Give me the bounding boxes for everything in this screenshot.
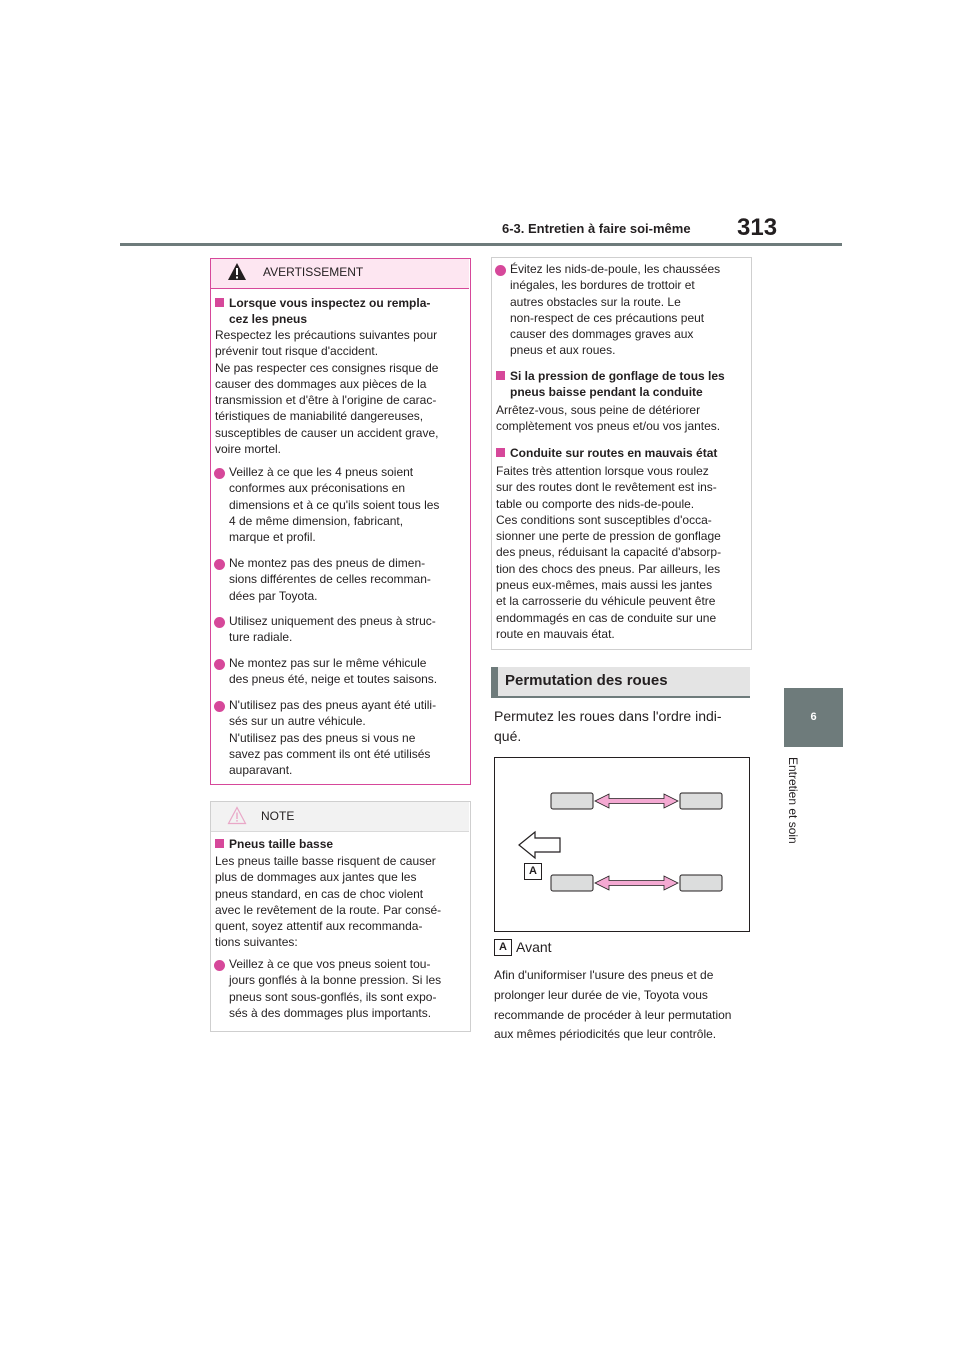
rotation-arrows-graphic xyxy=(495,758,749,931)
note-heading: Pneus taille basse xyxy=(215,836,333,852)
section-title: 6-3. Entretien à faire soi-même xyxy=(502,221,691,236)
legend-text: Avant xyxy=(516,939,552,955)
section-heading-bar xyxy=(491,667,498,696)
section-heading: Permutation des roues xyxy=(505,672,668,689)
right-para-2: Faites très attention lorsque vous roulez sur des routes dont le revêtement est ins- table ou comporte des nids-de-poule. Ces conditions sont susceptibles d'occa- sionner une perte de pression de gonflage des pneus, réduisant la capacité d'absorp- tion des chocs des pneus. Par ailleurs, les pneus eux-mêmes, mais aussi les jantes et la carrosserie du véhicule peuvent être endommagés en cas de conduite sur une route en mauvais état. xyxy=(496,464,722,641)
tire-rotation-diagram xyxy=(494,757,750,932)
right-heading-1-cont: pneus baisse pendant la conduite xyxy=(510,385,703,399)
warning-intro: Respectez les précautions suivantes pour prévenir tout risque d'accident. Ne pas respecter ces consignes risque de causer des dommages aux pièces de la transmission et d'être à l'origine de carac- téristiques de maniabilité dangereuses, susceptibles de causer un accident grave, voire mortel. xyxy=(215,328,439,457)
warning-bullet-4: Ne montez pas sur le même véhicule des pneus été, neige et toutes saisons. xyxy=(229,656,438,687)
header-rule xyxy=(120,243,842,246)
warning-heading-cont: cez les pneus xyxy=(229,312,308,326)
chapter-label-wrap xyxy=(782,757,802,867)
square-bullet-icon xyxy=(496,448,505,457)
bullet-dot-icon xyxy=(214,960,225,971)
right-bullet-1: Évitez les nids-de-poule, les chaussées inégales, les bordures de trottoir et autres obstacles sur la route. Le non-respect de ces précautions peut causer des dommages graves aux pneus et aux roues. xyxy=(510,262,721,358)
note-bullet-1: Veillez à ce que vos pneus soient tou- jours gonflés à la bonne pression. Si les pneus sont sous-gonflés, ils sont expo- sés à des dommages plus importants. xyxy=(229,957,442,1020)
page-number: 313 xyxy=(737,214,778,241)
front-label-badge: A xyxy=(524,863,542,880)
bullet-dot-icon xyxy=(214,559,225,570)
warning-bullet-5: N'utilisez pas des pneus ayant été utili- sés sur un autre véhicule. N'utilisez pas des pneus si vous ne savez pas comment ils ont été utilisés auparavant. xyxy=(229,698,437,778)
bullet-dot-icon xyxy=(214,659,225,670)
chapter-label: Entretien et soin xyxy=(786,757,800,844)
warning-bullet-1: Veillez à ce que les 4 pneus soient conformes aux préconisations en dimensions et à ce qu'ils soient tous les 4 de même dimension, fabricant, marque et profil. xyxy=(229,465,440,545)
note-header xyxy=(211,802,469,832)
warning-title: AVERTISSEMENT xyxy=(263,265,364,279)
bullet-dot-icon xyxy=(495,265,506,276)
note-intro: Les pneus taille basse risquent de causer plus de dommages aux jantes que les pneus standard, en cas de choc violent avec le revêtement de la route. Par consé- quent, soyez attentif aux recommanda- tions suivantes: xyxy=(215,854,442,950)
warning-bullet-3: Utilisez uniquement des pneus à struc- ture radiale. xyxy=(229,614,436,645)
right-heading-2: Conduite sur routes en mauvais état xyxy=(496,445,717,461)
right-heading-1: Si la pression de gonflage de tous les xyxy=(496,368,725,384)
warning-heading: Lorsque vous inspectez ou rempla- xyxy=(215,295,430,311)
permutation-intro: Permutez les roues dans l'ordre indi- qué. xyxy=(494,708,722,744)
square-bullet-icon xyxy=(496,371,505,380)
square-bullet-icon xyxy=(215,839,224,848)
chapter-number: 6 xyxy=(810,711,817,723)
bullet-dot-icon xyxy=(214,617,225,628)
square-bullet-icon xyxy=(215,298,224,307)
note-title: NOTE xyxy=(261,809,295,823)
bullet-dot-icon xyxy=(214,468,225,479)
warning-triangle-icon xyxy=(227,262,247,281)
bullet-dot-icon xyxy=(214,701,225,712)
right-para-1: Arrêtez-vous, sous peine de détériorer complètement vos pneus et/ou vos jantes. xyxy=(496,403,721,434)
permutation-body: Afin d'uniformiser l'usure des pneus et de prolonger leur durée de vie, Toyota vous recommande de procéder à leur permutation aux mêmes périodicités que leur contrôle. xyxy=(494,968,732,1042)
warning-bullet-2: Ne montez pas des pneus de dimen- sions différentes de celles recomman- dées par Toyota. xyxy=(229,556,431,603)
caution-triangle-icon xyxy=(227,806,247,825)
legend-badge: A xyxy=(494,939,512,956)
